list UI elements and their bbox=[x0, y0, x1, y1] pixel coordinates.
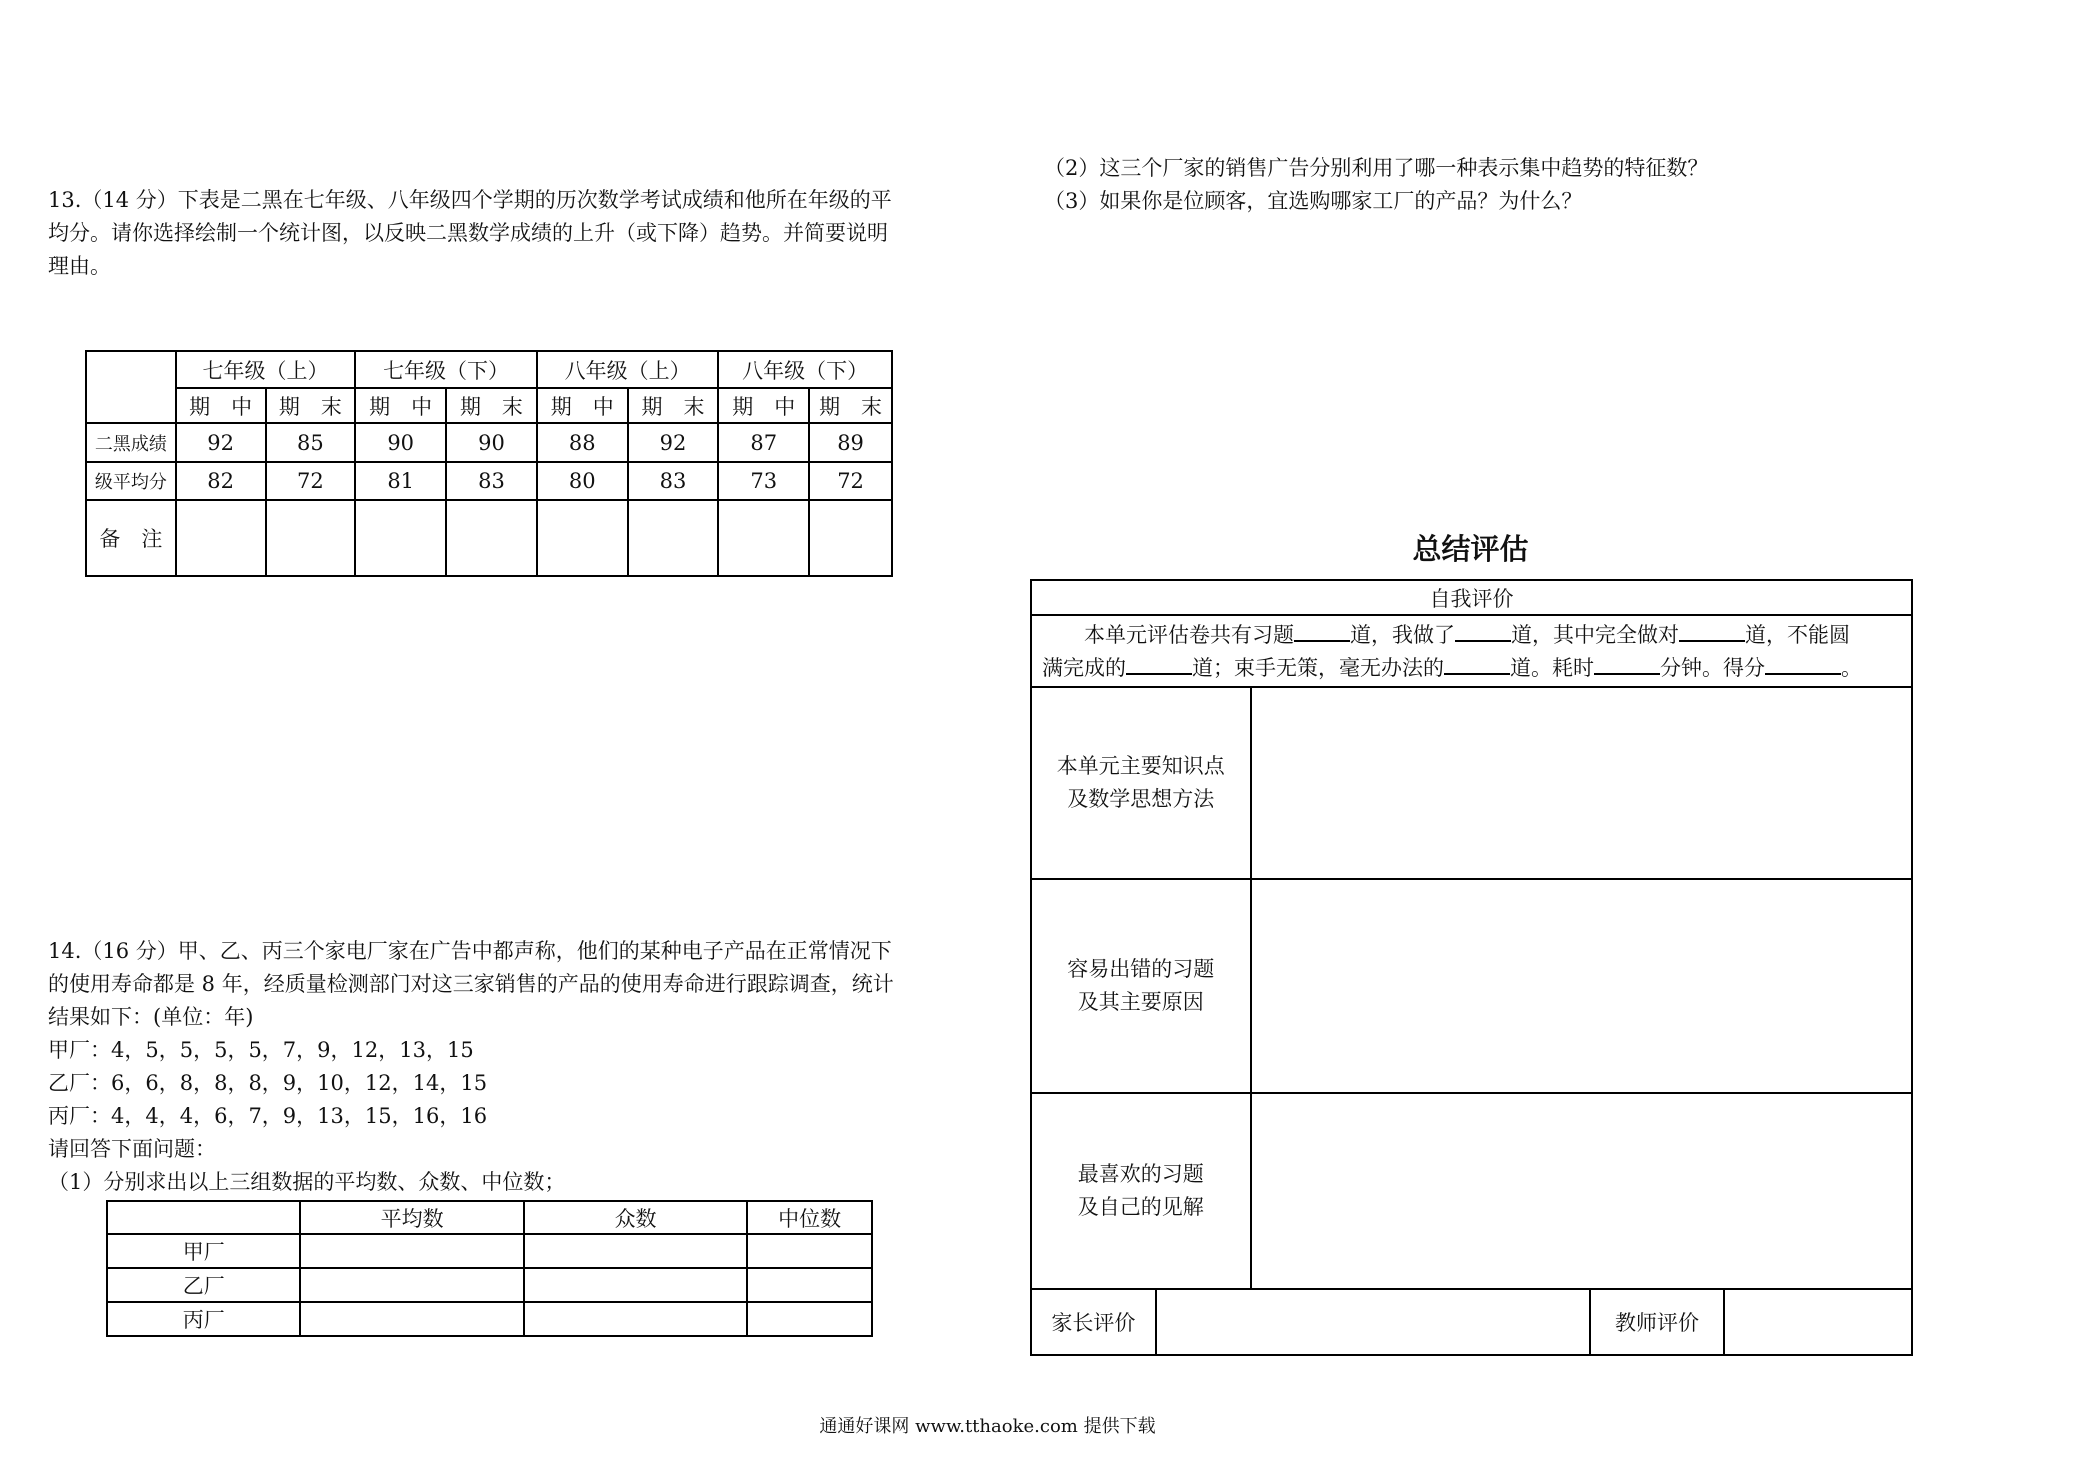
row-label: 级平均分 bbox=[86, 462, 176, 500]
grades-table bbox=[85, 350, 893, 577]
knowledge-answer-area[interactable] bbox=[1251, 687, 1912, 879]
score-cell: 85 bbox=[266, 423, 356, 462]
score-cell: 81 bbox=[355, 462, 446, 500]
row-label-line: 及其主要原因 bbox=[1077, 990, 1204, 1014]
q14-part-3: （3）如果你是位顾客，宜选购哪家工厂的产品？为什么？ bbox=[1044, 189, 1583, 213]
favorite-answer-area[interactable] bbox=[1251, 1093, 1912, 1289]
column-header: 众数 bbox=[524, 1201, 747, 1234]
row-label: 丙厂 bbox=[107, 1302, 300, 1336]
teacher-eval-label: 教师评价 bbox=[1590, 1289, 1725, 1355]
q13-line-2: 均分。请你选择绘制一个统计图，以反映二黑数学成绩的上升（或下降）趋势。并简要说明 bbox=[48, 221, 888, 245]
table-row bbox=[86, 500, 892, 576]
row-label: 乙厂 bbox=[107, 1268, 300, 1302]
row-label-line: 本单元主要知识点 bbox=[1056, 754, 1225, 778]
self-eval-sentence bbox=[1031, 615, 1912, 687]
term-header: 期 中 bbox=[355, 388, 446, 423]
term-header: 期 末 bbox=[628, 388, 719, 423]
term-header: 期 中 bbox=[537, 388, 628, 423]
row-label-line: 最喜欢的习题 bbox=[1077, 1162, 1204, 1186]
remark-cell[interactable] bbox=[537, 500, 628, 576]
corner-cell bbox=[86, 351, 176, 423]
blank-done[interactable] bbox=[1455, 618, 1511, 642]
row-label-line: 及自己的见解 bbox=[1077, 1195, 1204, 1219]
blank-minutes[interactable] bbox=[1594, 651, 1660, 675]
self-eval-header: 自我评价 bbox=[1031, 580, 1912, 615]
term-header: 期 中 bbox=[176, 388, 266, 423]
sentence-part: 本单元评估卷共有习题 bbox=[1084, 623, 1294, 647]
grade-header: 八年级（上） bbox=[537, 351, 719, 388]
sentence-part: 道；束手无策，毫无办法的 bbox=[1192, 656, 1444, 680]
grade-header: 七年级（上） bbox=[176, 351, 356, 388]
score-cell: 90 bbox=[446, 423, 537, 462]
remark-cell[interactable] bbox=[809, 500, 892, 576]
q14-part-2: （2）这三个厂家的销售广告分别利用了哪一种表示集中趋势的特征数？ bbox=[1044, 156, 1709, 180]
remark-cell[interactable] bbox=[266, 500, 356, 576]
row-label bbox=[1031, 687, 1251, 879]
row-label-line: 及数学思想方法 bbox=[1067, 787, 1215, 811]
mistakes-answer-area[interactable] bbox=[1251, 879, 1912, 1093]
footer-credit: 通通好课网 www.tthaoke.com 提供下载 bbox=[819, 1416, 1156, 1437]
remark-cell[interactable] bbox=[355, 500, 446, 576]
term-header: 期 中 bbox=[718, 388, 809, 423]
blank-incomplete[interactable] bbox=[1126, 651, 1192, 675]
sentence-part: 道，其中完全做对 bbox=[1511, 623, 1679, 647]
term-header: 期 末 bbox=[266, 388, 356, 423]
score-cell: 87 bbox=[718, 423, 809, 462]
score-cell: 92 bbox=[628, 423, 719, 462]
sentence-part: 道。耗时 bbox=[1510, 656, 1594, 680]
table-row bbox=[1031, 1289, 1912, 1355]
q14-line: 结果如下：(单位：年) bbox=[48, 1005, 254, 1029]
answer-cell[interactable] bbox=[524, 1234, 747, 1268]
score-cell: 88 bbox=[537, 423, 628, 462]
q14-line: 请回答下面问题： bbox=[48, 1137, 216, 1161]
score-cell: 82 bbox=[176, 462, 266, 500]
score-cell: 80 bbox=[537, 462, 628, 500]
remark-cell[interactable] bbox=[446, 500, 537, 576]
table-row bbox=[86, 423, 892, 462]
table-row bbox=[1031, 1093, 1912, 1289]
answer-cell[interactable] bbox=[747, 1268, 872, 1302]
q13-line-3: 理由。 bbox=[48, 254, 111, 278]
answer-cell[interactable] bbox=[300, 1268, 523, 1302]
blank-score[interactable] bbox=[1765, 651, 1841, 675]
q14-line: 乙厂：6，6，8，8，8，9，10，12，14，15 bbox=[48, 1071, 488, 1095]
remark-cell[interactable] bbox=[718, 500, 809, 576]
summary-title: 总结评估 bbox=[1412, 532, 1529, 566]
q13-line-1: 13.（14 分）下表是二黑在七年级、八年级四个学期的历次数学考试成绩和他所在年级的平 bbox=[48, 188, 892, 212]
row-label bbox=[1031, 879, 1251, 1093]
q14-line: 的使用寿命都是 8 年，经质量检测部门对这三家销售的产品的使用寿命进行跟踪调查，统计 bbox=[48, 972, 894, 996]
blank-correct[interactable] bbox=[1679, 618, 1745, 642]
sentence-part: 道，不能圆 bbox=[1745, 623, 1850, 647]
table-row bbox=[86, 462, 892, 500]
parent-eval-area[interactable] bbox=[1156, 1289, 1590, 1355]
blank-total[interactable] bbox=[1294, 618, 1350, 642]
q14-line: 甲厂：4，5，5，5，5，7，9，12，13，15 bbox=[48, 1038, 474, 1062]
sentence-part: 道，我做了 bbox=[1350, 623, 1455, 647]
score-cell: 90 bbox=[355, 423, 446, 462]
teacher-eval-area[interactable] bbox=[1724, 1289, 1912, 1355]
sentence-part: 。 bbox=[1841, 656, 1862, 680]
term-header: 期 末 bbox=[809, 388, 892, 423]
table-row bbox=[107, 1302, 872, 1336]
column-header: 平均数 bbox=[300, 1201, 523, 1234]
row-label: 甲厂 bbox=[107, 1234, 300, 1268]
remark-cell[interactable] bbox=[176, 500, 266, 576]
remark-label: 备 注 bbox=[86, 500, 176, 576]
row-label-line: 容易出错的习题 bbox=[1067, 957, 1215, 981]
summary-table bbox=[1030, 579, 1913, 1356]
table-row bbox=[107, 1268, 872, 1302]
score-cell: 89 bbox=[809, 423, 892, 462]
score-cell: 83 bbox=[628, 462, 719, 500]
grade-header: 七年级（下） bbox=[355, 351, 537, 388]
row-label: 二黑成绩 bbox=[86, 423, 176, 462]
question-13-text bbox=[48, 184, 948, 283]
answer-cell[interactable] bbox=[524, 1268, 747, 1302]
score-cell: 92 bbox=[176, 423, 266, 462]
parent-eval-label: 家长评价 bbox=[1031, 1289, 1156, 1355]
score-cell: 72 bbox=[266, 462, 356, 500]
sentence-part: 分钟。得分 bbox=[1660, 656, 1765, 680]
q14-line: 丙厂：4，4，4，6，7，9，13，15，16，16 bbox=[48, 1104, 488, 1128]
remark-cell[interactable] bbox=[628, 500, 719, 576]
question-14-text bbox=[48, 935, 948, 1199]
grade-header: 八年级（下） bbox=[718, 351, 892, 388]
score-cell: 72 bbox=[809, 462, 892, 500]
q14-line: （1）分别求出以上三组数据的平均数、众数、中位数； bbox=[48, 1170, 566, 1194]
answer-cell[interactable] bbox=[300, 1302, 523, 1336]
term-header: 期 末 bbox=[446, 388, 537, 423]
score-cell: 73 bbox=[718, 462, 809, 500]
row-label bbox=[1031, 1093, 1251, 1289]
sentence-part: 满完成的 bbox=[1042, 656, 1126, 680]
q14-line: 14.（16 分）甲、乙、丙三个家电厂家在广告中都声称，他们的某种电子产品在正常情况下 bbox=[48, 939, 892, 963]
answer-cell[interactable] bbox=[747, 1302, 872, 1336]
column-header: 中位数 bbox=[747, 1201, 872, 1234]
factory-stats-table bbox=[106, 1200, 873, 1337]
table-row bbox=[1031, 879, 1912, 1093]
score-cell: 83 bbox=[446, 462, 537, 500]
answer-cell[interactable] bbox=[300, 1234, 523, 1268]
answer-cell[interactable] bbox=[524, 1302, 747, 1336]
corner-cell bbox=[107, 1201, 300, 1234]
table-row bbox=[107, 1234, 872, 1268]
question-14-continued bbox=[1044, 152, 2044, 218]
blank-unsolved[interactable] bbox=[1444, 651, 1510, 675]
answer-cell[interactable] bbox=[747, 1234, 872, 1268]
table-row bbox=[1031, 687, 1912, 879]
